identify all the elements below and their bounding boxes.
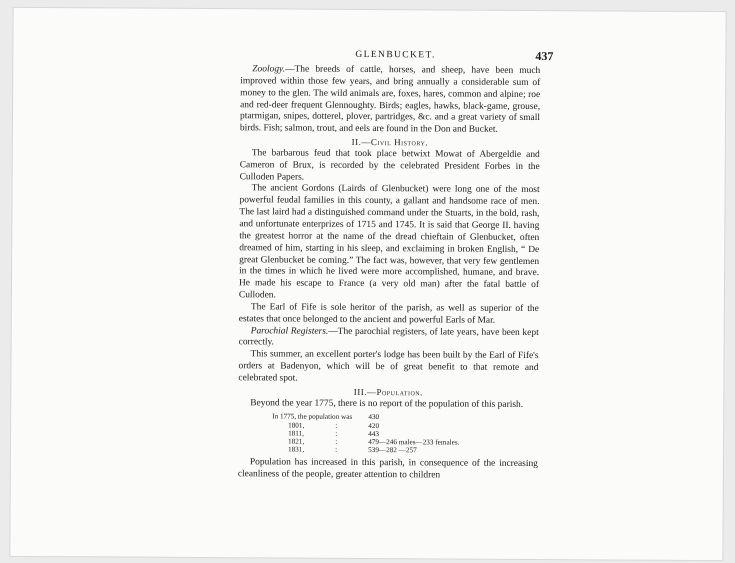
section-heading-population: III.—Population. — [353, 386, 423, 398]
paragraph-heritor: The Earl of Fife is sole heritor of the parish, as well as superior of the estates that once belonged to the ancient and powerful Earls of Mar. — [238, 302, 539, 326]
table-separator: : — [335, 429, 338, 438]
table-separator: : — [335, 437, 338, 446]
table-value: 479—246 males—233 females. — [368, 438, 460, 447]
registers-label: Parochial Registers. — [250, 325, 329, 337]
paragraph-registers — [239, 326, 539, 352]
table-separator: : — [335, 421, 338, 430]
table-year: 1801, — [288, 421, 305, 430]
paragraph-zoology — [240, 64, 540, 137]
book-page — [10, 8, 725, 560]
table-separator: : — [335, 446, 338, 455]
page-number: 437 — [535, 49, 554, 64]
zoology-text: —The breeds of cattle, horses, and sheep, have been much improved within those few years, and bring annually a considerable sum of money to the glen. The wild animals are, foxes, hares, common and alpine; roe and red-deer frequent Glennoughty. Birds; eagles, hawks, black-game, grouse, ptarmigan, snipes, dotterel, plover, partridges, &c. and a great variety of small birds. Fish; salmon, trout, and eels are found in the Don and Bucket. — [239, 64, 541, 136]
zoology-label: Zoology. — [252, 64, 286, 75]
paragraph-feud: The barbarous feud that took place betwixt Mowat of Abergeldie and Cameron of Brux, is recorded by the celebrated President Forbes in the Culloden Papers. — [239, 148, 540, 183]
running-title: GLENBUCKET. — [355, 49, 436, 61]
population-table — [272, 413, 464, 455]
paragraph-population-increase: Population has increased in this parish, in consequence of the increasing cleanliness of the people, greater attention to children — [237, 457, 538, 481]
table-value: 443 — [368, 429, 380, 438]
table-value: 539—282 —257 — [368, 446, 417, 455]
table-year: 1811, — [288, 429, 305, 438]
table-value: 420 — [368, 421, 380, 430]
table-year: In 1775, the population was — [272, 412, 353, 422]
paragraph-population-intro: Beyond the year 1775, there is no report of the population of this parish. — [250, 397, 524, 410]
table-year: 1831, — [287, 445, 305, 454]
paragraph-lodge: This summer, an excellent porter's lodge has been built by the Earl of Fife's orders at Badenyon, which will be of great benefit to that remote and celebrated spot. — [238, 349, 539, 384]
page-body — [238, 64, 541, 483]
table-year: 1821, — [288, 437, 305, 446]
section-heading-civil-history: II.—Civil History. — [351, 136, 429, 148]
table-row — [272, 446, 463, 455]
table-value: 430 — [368, 413, 380, 422]
paragraph-gordons: The ancient Gordons (Lairds of Glenbucket) were long one of the most powerful feudal families in this county, a gallant and handsome race of men. The last laird had a distinguished command under the Stuarts, in the bold, rash, and unfortunate enterprizes of 1715 and 1745. It is said that George II. having the greatest horror at the name of the dread chieftain of Glenbucket, often dreamed of him, starting in his sleep, and exclaiming in broken English, “ De great Glenbucket be coming.” The fact was, however, that very few gentlemen in the times in which he lived were more accomplished, humane, and brave. He made his escape to France (a very old man) after the fatal battle of Culloden. — [238, 183, 540, 301]
registers-text: —The parochial registers, of late years, have been kept correctly. — [238, 326, 539, 348]
